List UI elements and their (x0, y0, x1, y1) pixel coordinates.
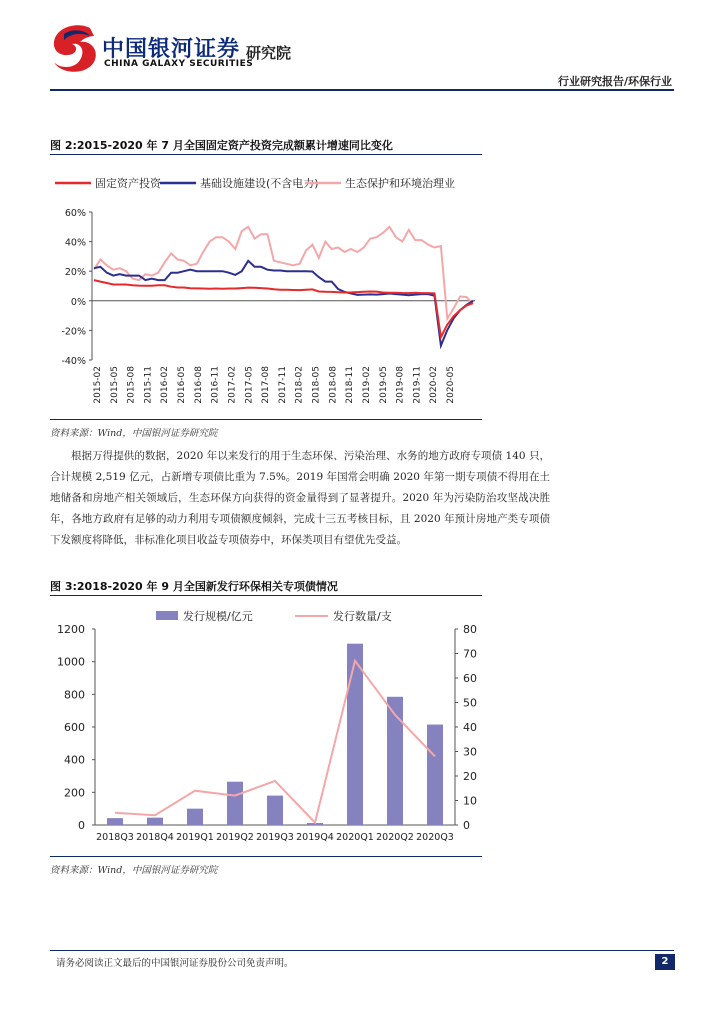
x-tick-label: 2016-11 (210, 366, 221, 404)
x-tick-label: 2015-02 (93, 366, 103, 404)
y-right-tick-label: 60 (463, 672, 477, 685)
y-right-tick-label: 50 (463, 696, 477, 710)
x-tick-label: 2019Q3 (256, 832, 294, 843)
y-left-tick-label: 600 (64, 721, 85, 734)
figure3-title: 图 3:2018-2020 年 9 月全国新发行环保相关专项债情况 (50, 580, 338, 593)
page-number: 2 (655, 954, 675, 970)
x-tick-label: 2016-08 (193, 366, 204, 404)
x-tick-label: 2020Q1 (336, 832, 374, 843)
bar (267, 796, 283, 825)
galaxy-logo-icon (50, 22, 100, 74)
figure2-legend (55, 176, 455, 190)
x-tick-label: 2019Q4 (296, 832, 334, 843)
bar (227, 782, 243, 825)
x-tick-label: 2019-02 (361, 366, 372, 404)
figure2-title-rule (50, 154, 482, 155)
x-tick-label: 2017-08 (261, 366, 272, 404)
figure2-title: 图 2:2015-2020 年 7 月全国固定资产投资完成额累计增速同比变化 (50, 139, 393, 152)
figure2-series (94, 227, 473, 346)
report-type: 行业研究报告/环保行业 (557, 75, 672, 88)
x-tick-label: 2018-05 (311, 366, 322, 404)
series-line-2 (94, 261, 473, 346)
x-tick-label: 2020-05 (446, 366, 456, 404)
figure2-source: 资料来源：Wind，中国银河证券研究院 (50, 428, 218, 439)
y-right-tick-label: 40 (463, 721, 477, 734)
x-tick-label: 2020Q3 (416, 832, 454, 843)
y-right-tick-label: 30 (463, 745, 477, 759)
y-left-tick-label: 400 (64, 753, 85, 767)
footer-divider (50, 950, 674, 951)
y-left-tick-label: 1000 (57, 655, 85, 669)
x-tick-label: 2020Q2 (376, 832, 414, 843)
x-tick-label: 2015-08 (126, 366, 137, 404)
y-tick-label: 60% (64, 208, 86, 219)
figure3-legend (156, 609, 392, 623)
y-left-tick-label: 1200 (57, 623, 85, 636)
legend-label: 发行数量/支 (333, 610, 392, 623)
y-left-tick-label: 200 (64, 786, 85, 800)
paragraph-text: 根据万得提供的数据，2020 年以来发行的用于生态环保、污染治理、水务的地方政府专项债 140 只，合计规模 2,519 亿元，占新增专项债比重为 7.5%。2019 年国常会明确 2020 年第一期专项债不得用在土地储备和房地产相关领域后，生态环保方向获得的资金量得到了显著提升。2020 年为污染防治攻坚战决胜年，各地方政府有足够的动力利用专项债额度倾斜，完成十三五考核目标，且 2020 年预计房地产类专项债下发额度将降低，非标准化项目收益专项债券中，环保类项目有望优先受益。 (50, 450, 550, 546)
x-tick-label: 2019-11 (412, 366, 423, 404)
figure2-line-chart (50, 160, 482, 420)
x-tick-label: 2018Q4 (136, 832, 174, 843)
x-tick-label: 2016-02 (160, 366, 171, 404)
x-tick-label: 2020-02 (429, 366, 440, 404)
header-divider (50, 89, 674, 91)
x-tick-label: 2019Q2 (216, 832, 254, 843)
series-line-1 (94, 280, 473, 337)
x-tick-label: 2018Q3 (96, 832, 134, 843)
y-right-tick-label: 80 (463, 623, 477, 636)
bar (147, 818, 163, 825)
y-right-tick-label: 70 (463, 647, 477, 661)
figure3-source: 资料来源：Wind，中国银河证券研究院 (50, 865, 218, 876)
y-right-tick-label: 10 (463, 794, 477, 808)
brand-subtitle: 研究院 (246, 44, 292, 62)
figure3-bottom-rule (50, 856, 482, 857)
y-left-tick-label: 0 (78, 819, 85, 832)
bar (427, 725, 443, 825)
legend-label: 生态保护和环境治理业 (345, 177, 455, 190)
y-tick-label: 0% (70, 296, 86, 308)
bar (347, 644, 363, 825)
legend-label: 基础设施建设(不含电力) (200, 177, 319, 190)
body-paragraph (50, 446, 550, 551)
x-tick-label: 2019-05 (378, 366, 389, 404)
y-tick-label: -40% (61, 356, 86, 367)
y-tick-label: 40% (64, 237, 86, 249)
x-tick-label: 2019Q1 (176, 832, 214, 843)
x-tick-label: 2018-11 (345, 366, 356, 404)
bar (187, 809, 203, 825)
x-tick-label: 2018-08 (328, 366, 339, 404)
figure3-title-rule (50, 595, 482, 596)
figure3-combo-chart (50, 600, 482, 855)
legend-label: 发行规模/亿元 (183, 610, 253, 623)
figure2-bottom-rule (50, 419, 482, 420)
y-tick-label: -20% (61, 326, 86, 338)
figure3-bars (107, 644, 443, 825)
brand-name-cn: 中国银河证券 (102, 37, 241, 62)
brand-name-en: CHINA GALAXY SECURITIES (104, 59, 254, 69)
legend-swatch-bar (156, 611, 178, 620)
y-tick-label: 20% (64, 267, 86, 279)
x-tick-label: 2017-11 (277, 366, 288, 404)
series-line-3 (94, 227, 473, 319)
y-right-tick-label: 0 (463, 819, 470, 832)
x-tick-label: 2016-05 (177, 366, 188, 404)
y-right-tick-label: 20 (463, 770, 477, 783)
x-tick-label: 2017-02 (227, 366, 238, 404)
x-tick-label: 2017-05 (244, 366, 255, 404)
x-tick-label: 2015-11 (143, 366, 154, 404)
x-tick-label: 2015-05 (109, 366, 120, 404)
y-left-tick-label: 800 (64, 688, 85, 702)
x-tick-label: 2018-02 (294, 366, 305, 404)
x-tick-label: 2019-08 (395, 366, 406, 404)
footer-disclaimer: 请务必阅读正文最后的中国银河证券股份公司免责声明。 (56, 958, 294, 969)
bar (107, 818, 123, 825)
legend-label: 固定资产投资 (95, 177, 161, 190)
